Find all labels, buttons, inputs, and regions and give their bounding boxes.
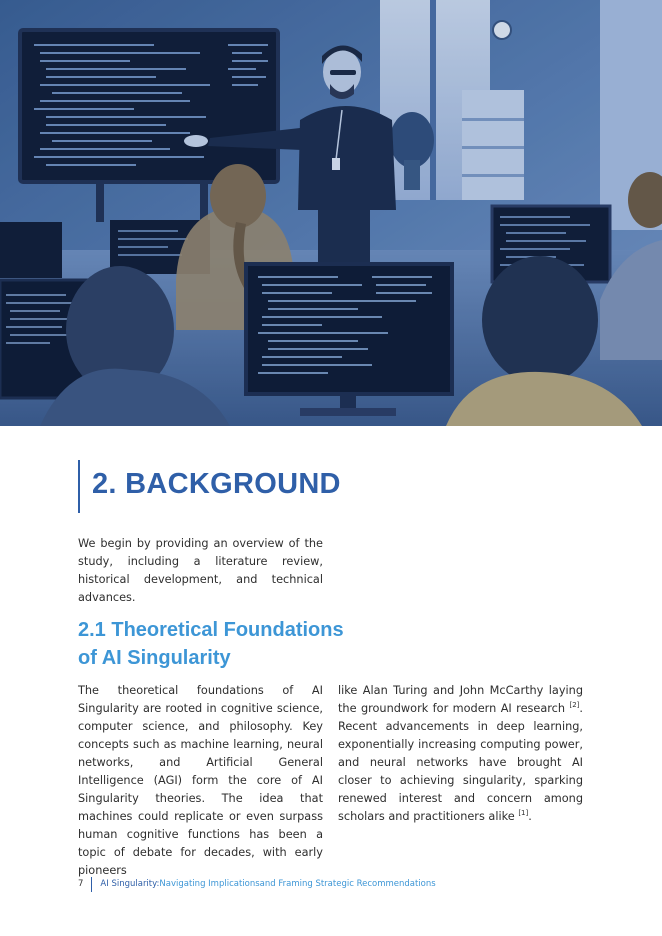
page-footer [78,876,436,892]
body-text-part1: like Alan Turing and John McCarthy laying the groundwork for modern AI research [338,684,583,715]
body-text-part2: . Recent advancements in deep learning, exponentially increasing computing power, and neural networks have brought AI closer to achieving singularity, sparking renewed interest and concern among scholars and practitioners alike [338,702,583,823]
section-intro-paragraph: We begin by providing an overview of the study, including a literature review, historical development, and technical advances. [78,537,323,604]
subsection-title-line1: 2.1 Theoretical Foundations [78,619,344,641]
subsection-title [78,616,378,672]
subsection-title-line2: of AI Singularity [78,647,231,669]
footer-doc-title-strong: AI Singularity: [100,879,160,889]
citation-1: [1] [518,809,529,818]
body-column-left: The theoretical foundations of AI Singularity are rooted in cognitive science, computer science, and philosophy. Key concepts such as machine learning, neural networks, and Artificial General Intelligence (AGI) form the core of AI Singularity theories. The idea that machines could replicate or even surpass human cognitive functions has been a topic of debate for decades, with early pioneers [78,684,323,877]
classroom-illustration [0,0,662,426]
hero-photo [0,0,662,426]
section-title: 2. BACKGROUND [92,468,341,500]
body-column-right [338,682,583,826]
page-number: 7 [78,879,84,889]
footer-divider [91,877,92,892]
section-accent-bar [78,460,80,513]
footer-doc-title-rest: Navigating Implicationsand Framing Strategic Recommendations [159,879,436,889]
citation-2: [2] [569,701,580,710]
body-text-part3: . [528,810,532,823]
